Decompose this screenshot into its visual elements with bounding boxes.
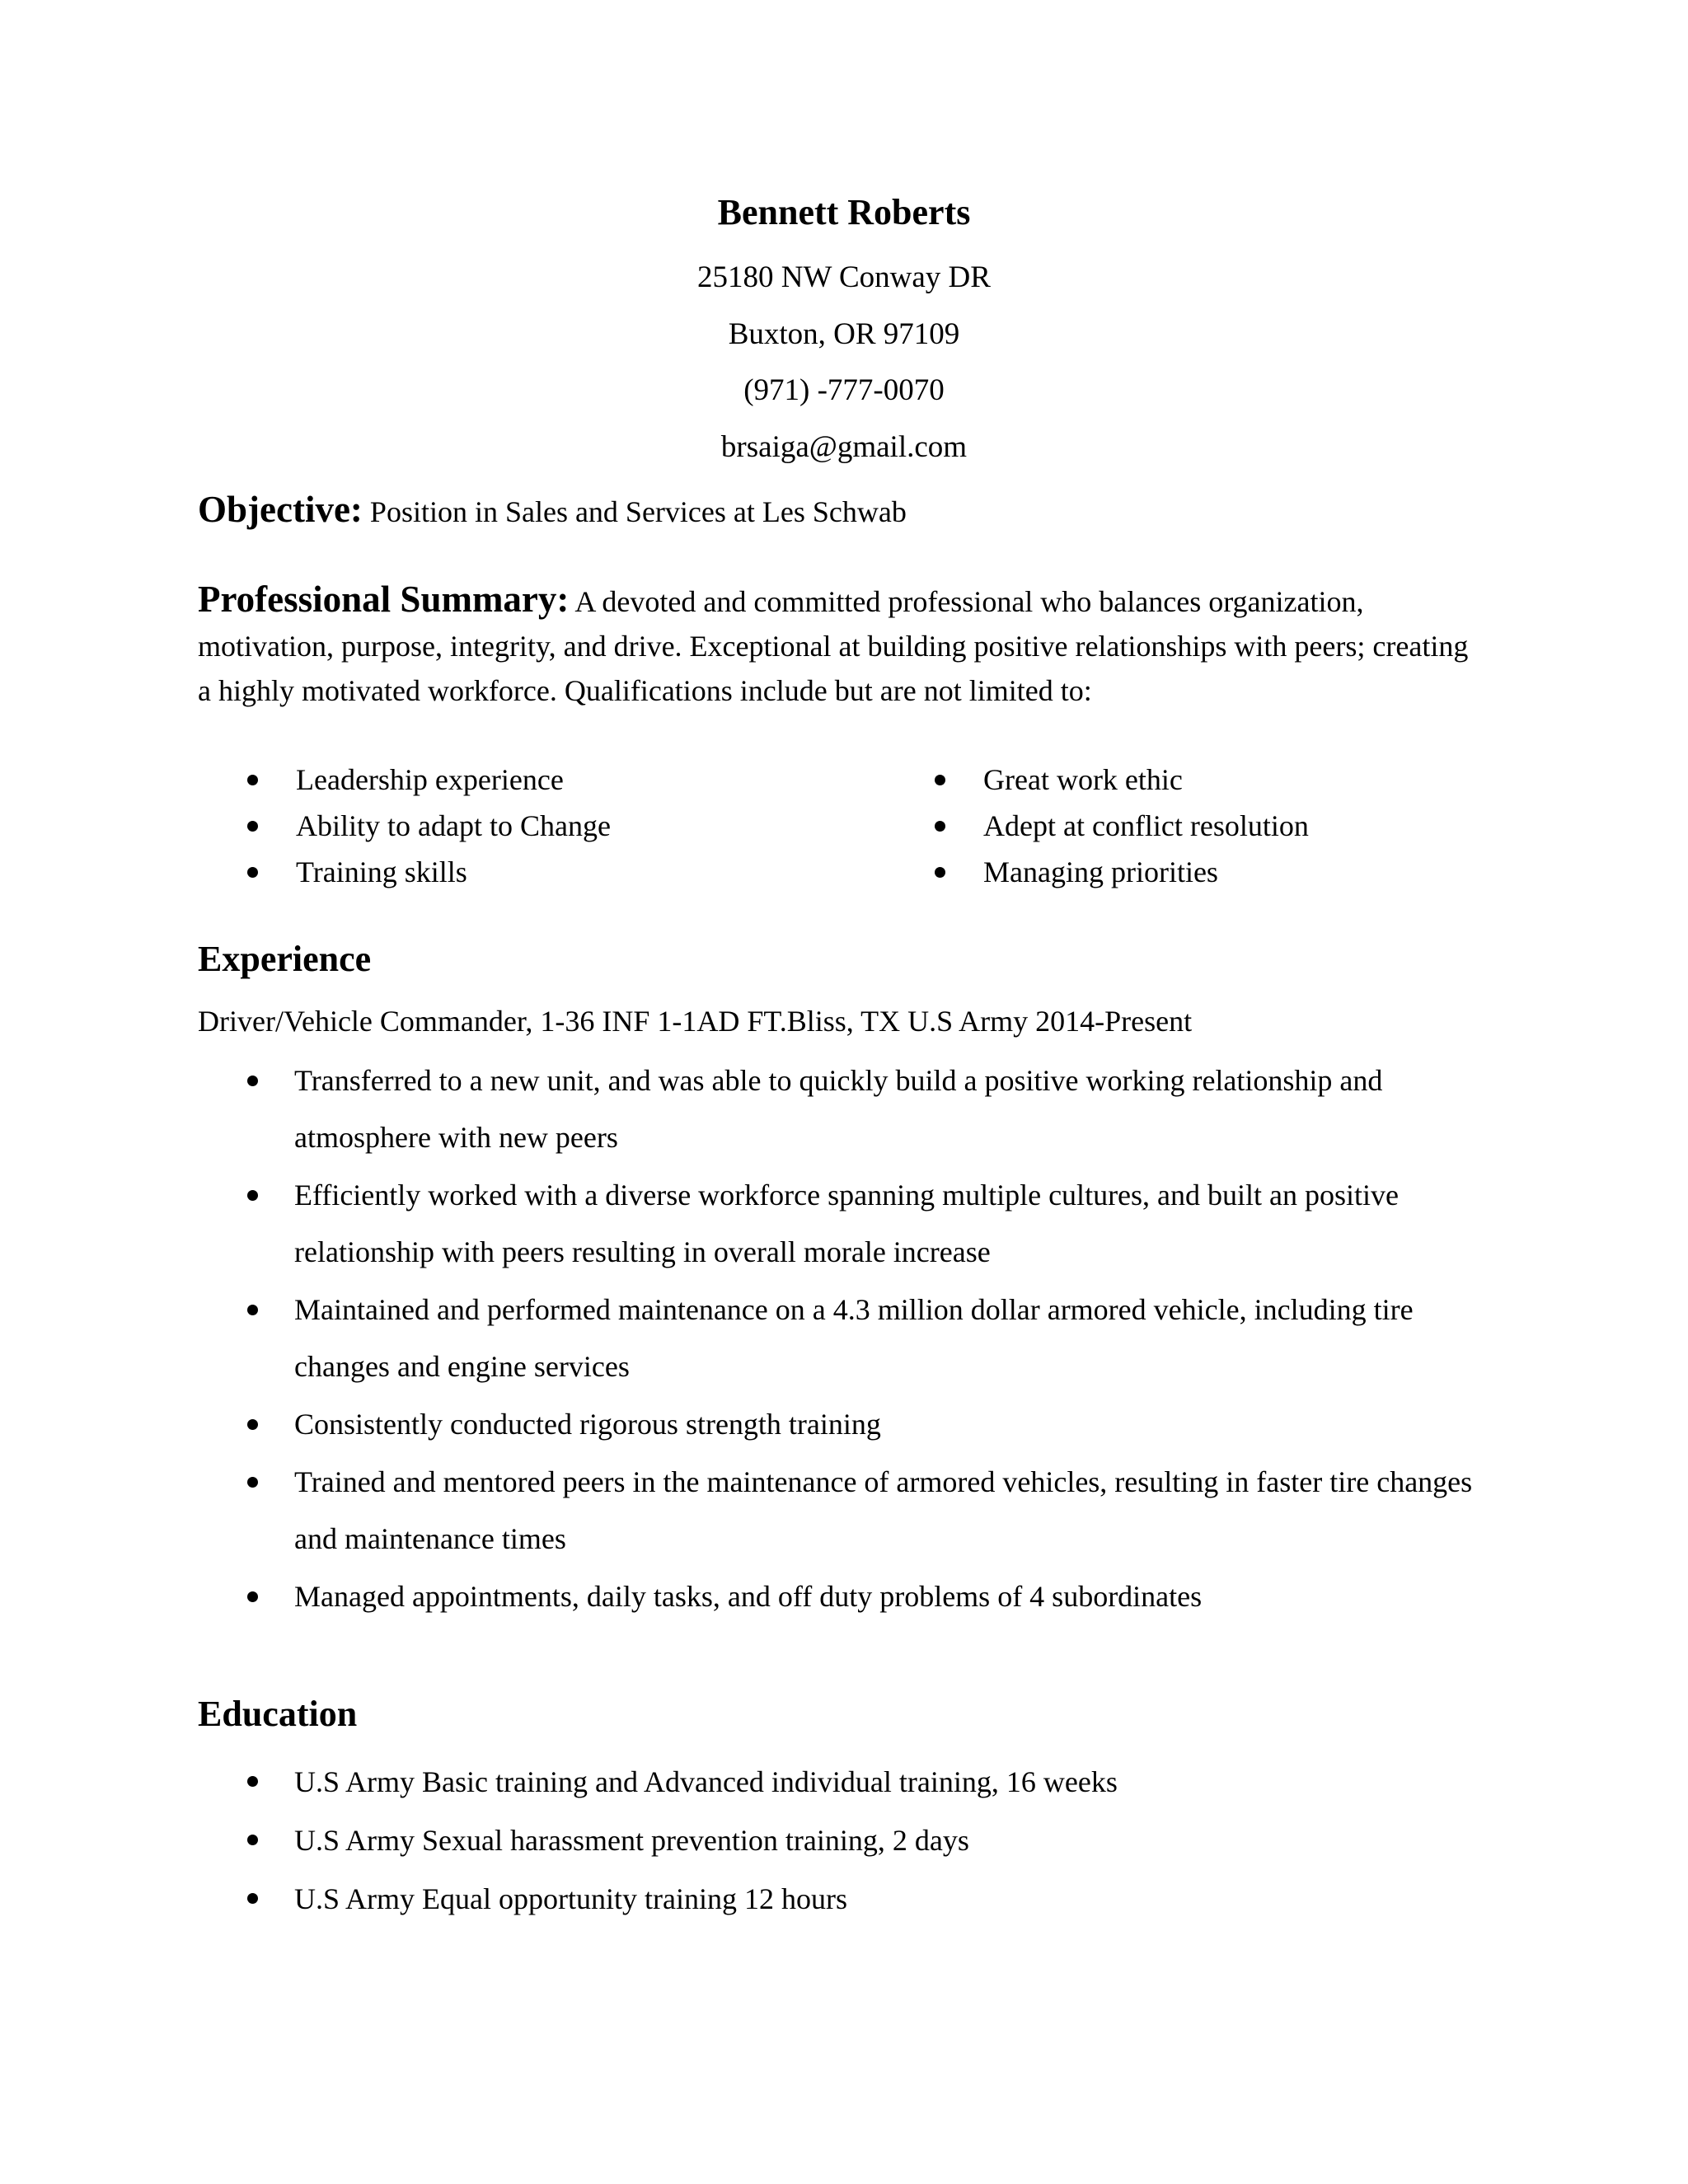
experience-item: Consistently conducted rigorous strength training — [243, 1396, 1479, 1453]
address-line-1: 25180 NW Conway DR — [697, 260, 991, 294]
education-item: U.S Army Equal opportunity training 12 hours — [243, 1870, 1479, 1928]
objective-section — [198, 488, 907, 531]
experience-item: Maintained and performed maintenance on a 4.3 million dollar armored vehicle, including tire changes and engine services — [243, 1282, 1479, 1395]
address-line-2: Buxton, OR 97109 — [728, 317, 960, 351]
job-title-line: Driver/Vehicle Commander, 1-36 INF 1-1AD FT.Bliss, TX U.S Army 2014-Present — [198, 1005, 1193, 1038]
education-heading: Education — [198, 1694, 358, 1734]
experience-item: Trained and mentored peers in the maintenance of armored vehicles, resulting in faster tire changes and maintenance times — [243, 1454, 1479, 1568]
experience-heading: Experience — [198, 939, 372, 979]
qualification-item: Great work ethic — [931, 757, 1562, 803]
objective-label: Objective: — [198, 489, 363, 530]
education-item: U.S Army Sexual harassment prevention training, 2 days — [243, 1811, 1479, 1869]
experience-item: Transferred to a new unit, and was able to quickly build a positive working relationship and atmosphere with new peers — [243, 1052, 1479, 1166]
experience-bullets — [243, 1052, 1479, 1626]
objective-text: Position in Sales and Services at Les Schwab — [362, 495, 907, 528]
candidate-name: Bennett Roberts — [717, 192, 971, 232]
summary-text: A devoted and committed professional who balances organization, motivation, purpose, integrity, and drive. Exceptional at building positive relationships with peers; creating a highly motivated workforce. Qualifications include but are not limited to: — [198, 585, 1469, 707]
education-item: U.S Army Basic training and Advanced individual training, 16 weeks — [243, 1753, 1479, 1811]
education-list — [243, 1753, 1479, 1929]
summary-label: Professional Summary: — [198, 579, 570, 620]
qualifications-list — [243, 757, 1562, 895]
qualification-item: Managing priorities — [931, 849, 1562, 895]
phone-number: (971) -777-0070 — [743, 373, 945, 407]
experience-item: Managed appointments, daily tasks, and off duty problems of 4 subordinates — [243, 1568, 1479, 1625]
qualification-item: Ability to adapt to Change — [243, 803, 931, 849]
qualification-item: Training skills — [243, 849, 931, 895]
experience-item: Efficiently worked with a diverse workforce spanning multiple cultures, and built an positive relationship with peers resulting in overall morale increase — [243, 1167, 1479, 1281]
qualification-item: Leadership experience — [243, 757, 931, 803]
email-address: brsaiga@gmail.com — [720, 430, 968, 464]
qualification-item: Adept at conflict resolution — [931, 803, 1562, 849]
professional-summary — [198, 577, 1484, 713]
